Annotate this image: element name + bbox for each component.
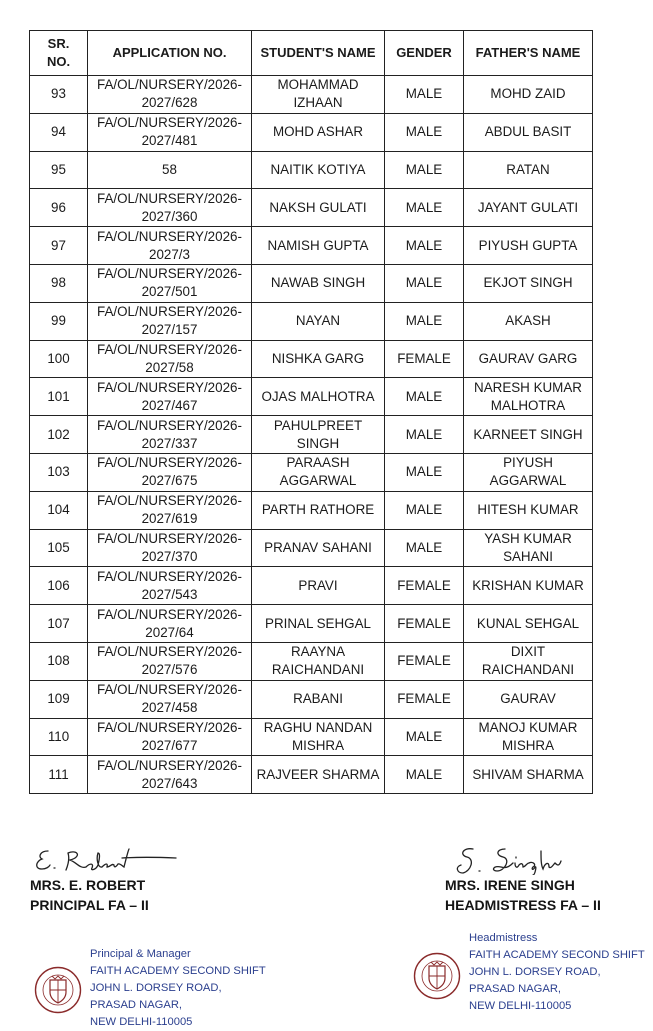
cell-sr-no	[30, 416, 88, 454]
headmistress-title: HEADMISTRESS FA – II	[445, 897, 601, 913]
cell-gender	[385, 453, 464, 491]
cell-application-no	[88, 642, 252, 680]
cell-application-no-line: 2027/543	[141, 586, 198, 602]
cell-application-no	[88, 453, 252, 491]
cell-father-name-line: RAICHANDANI	[481, 662, 575, 678]
header-father-name: FATHER'S NAME	[464, 31, 593, 76]
table-row	[30, 529, 593, 567]
cell-student-name-line: RAICHANDANI	[271, 662, 365, 678]
cell-student-name	[252, 151, 385, 189]
cell-application-no-line: 2027/58	[145, 359, 194, 375]
cell-gender	[385, 151, 464, 189]
headmistress-stamp-text	[469, 930, 645, 1015]
cell-application-no-line: 2027/467	[141, 397, 198, 413]
cell-sr-no	[30, 453, 88, 491]
cell-gender	[385, 718, 464, 756]
cell-student-name	[252, 76, 385, 114]
cell-student-name-line: PAHULPREET	[273, 417, 363, 433]
cell-father-name-line: EKJOT SINGH	[483, 275, 573, 291]
cell-application-no	[88, 264, 252, 302]
cell-student-name-line: NAKSH GULATI	[269, 199, 367, 215]
cell-student-name	[252, 453, 385, 491]
cell-application-no-line: FA/OL/NURSERY/2026-	[97, 568, 242, 584]
cell-student-name	[252, 113, 385, 151]
stamp-line: PRASAD NAGAR,	[90, 999, 183, 1011]
cell-sr-no	[30, 302, 88, 340]
cell-gender	[385, 529, 464, 567]
cell-father-name-line: MOHD ZAID	[490, 86, 566, 102]
cell-sr-no-line: 110	[47, 728, 70, 744]
cell-application-no-line: FA/OL/NURSERY/2026-	[97, 304, 242, 320]
cell-gender	[385, 378, 464, 416]
cell-gender-line: MALE	[405, 728, 443, 744]
cell-father-name	[464, 453, 593, 491]
cell-sr-no-line: 105	[47, 539, 70, 555]
cell-student-name-line: MISHRA	[291, 737, 345, 753]
table-row	[30, 567, 593, 605]
cell-sr-no-line: 99	[51, 313, 66, 329]
cell-student-name	[252, 680, 385, 718]
cell-sr-no-line: 111	[48, 766, 69, 782]
cell-gender-line: MALE	[405, 313, 443, 329]
cell-sr-no	[30, 756, 88, 794]
cell-application-no	[88, 756, 252, 794]
cell-student-name-line: MOHAMMAD	[277, 77, 359, 93]
cell-application-no	[88, 529, 252, 567]
cell-application-no	[88, 378, 252, 416]
cell-father-name-line: MISHRA	[501, 737, 555, 753]
cell-father-name	[464, 680, 593, 718]
cell-sr-no-line: 93	[51, 86, 66, 102]
cell-sr-no-line: 108	[47, 653, 70, 669]
cell-application-no-line: 2027/675	[141, 473, 198, 489]
cell-application-no	[88, 340, 252, 378]
cell-gender-line: FEMALE	[397, 577, 451, 593]
cell-gender-line: FEMALE	[397, 653, 451, 669]
cell-gender	[385, 227, 464, 265]
cell-student-name	[252, 264, 385, 302]
cell-father-name	[464, 189, 593, 227]
cell-student-name-line: NAITIK KOTIYA	[270, 161, 366, 177]
cell-student-name	[252, 416, 385, 454]
cell-sr-no	[30, 680, 88, 718]
cell-application-no-line: 2027/64	[145, 624, 194, 640]
cell-gender-line: FEMALE	[397, 350, 451, 366]
school-seal-logo	[34, 966, 82, 1014]
cell-gender	[385, 76, 464, 114]
cell-gender	[385, 264, 464, 302]
cell-student-name-line: RAAYNA	[290, 644, 346, 660]
cell-application-no-line: FA/OL/NURSERY/2026-	[97, 228, 242, 244]
cell-gender-line: MALE	[405, 161, 443, 177]
header-application-no: APPLICATION NO.	[88, 31, 252, 76]
cell-gender-line: MALE	[405, 766, 443, 782]
cell-student-name-line: AGGARWAL	[279, 473, 357, 489]
cell-gender-line: MALE	[405, 275, 443, 291]
cell-sr-no-line: 102	[47, 426, 70, 442]
cell-sr-no	[30, 227, 88, 265]
cell-student-name	[252, 302, 385, 340]
cell-application-no	[88, 491, 252, 529]
cell-application-no-line: 2027/481	[141, 133, 198, 149]
cell-father-name-line: PIYUSH GUPTA	[478, 237, 578, 253]
cell-gender	[385, 567, 464, 605]
stamp-line: JOHN L. DORSEY ROAD,	[469, 966, 601, 978]
table-row	[30, 680, 593, 718]
cell-gender-line: MALE	[405, 237, 443, 253]
cell-father-name	[464, 605, 593, 643]
cell-sr-no-line: 96	[51, 199, 66, 215]
principal-signature-block	[30, 845, 180, 915]
cell-sr-no	[30, 340, 88, 378]
principal-name: MRS. E. ROBERT	[30, 877, 146, 893]
cell-application-no-line: FA/OL/NURSERY/2026-	[97, 455, 242, 471]
cell-sr-no	[30, 264, 88, 302]
cell-gender	[385, 680, 464, 718]
cell-student-name-line: OJAS MALHOTRA	[261, 388, 375, 404]
cell-father-name	[464, 378, 593, 416]
table-row	[30, 302, 593, 340]
cell-father-name	[464, 227, 593, 265]
cell-application-no-line: FA/OL/NURSERY/2026-	[97, 190, 242, 206]
cell-sr-no-line: 103	[47, 464, 70, 480]
cell-application-no-line: FA/OL/NURSERY/2026-	[97, 379, 242, 395]
cell-student-name-line: RAGHU NANDAN	[263, 719, 373, 735]
headmistress-name: MRS. IRENE SINGH	[445, 877, 575, 893]
cell-sr-no	[30, 76, 88, 114]
stamp-line: NEW DELHI-110005	[90, 1016, 193, 1028]
cell-student-name-line: NAMISH GUPTA	[267, 237, 369, 253]
cell-application-no	[88, 151, 252, 189]
cell-application-no-line: FA/OL/NURSERY/2026-	[97, 493, 242, 509]
cell-gender-line: MALE	[405, 539, 443, 555]
cell-gender	[385, 605, 464, 643]
cell-sr-no-line: 107	[47, 615, 70, 631]
principal-stamp	[34, 946, 266, 1031]
cell-student-name-line: NAWAB SINGH	[270, 275, 366, 291]
cell-gender	[385, 416, 464, 454]
cell-application-no-line: FA/OL/NURSERY/2026-	[97, 719, 242, 735]
cell-father-name	[464, 340, 593, 378]
cell-application-no-line: 2027/643	[141, 775, 198, 791]
cell-student-name-line: PRINAL SEHGAL	[265, 615, 371, 631]
cell-father-name-line: DIXIT	[510, 644, 546, 660]
cell-student-name	[252, 718, 385, 756]
cell-student-name-line: IZHAAN	[293, 95, 343, 111]
school-seal-logo	[413, 952, 461, 1000]
cell-sr-no	[30, 605, 88, 643]
cell-student-name-line: PRANAV SAHANI	[264, 539, 372, 555]
cell-gender-line: MALE	[405, 199, 443, 215]
cell-father-name-line: JAYANT GULATI	[477, 199, 579, 215]
cell-application-no-line: FA/OL/NURSERY/2026-	[97, 530, 242, 546]
cell-application-no	[88, 680, 252, 718]
stamp-line: FAITH ACADEMY SECOND SHIFT	[90, 965, 266, 977]
cell-father-name-line: GAURAV GARG	[478, 350, 578, 366]
cell-father-name	[464, 76, 593, 114]
cell-application-no	[88, 416, 252, 454]
cell-sr-no-line: 101	[47, 388, 70, 404]
cell-father-name-line: AKASH	[505, 313, 551, 329]
cell-application-no-line: FA/OL/NURSERY/2026-	[97, 606, 242, 622]
cell-student-name-line: RAJVEER SHARMA	[256, 766, 380, 782]
cell-application-no-line: 2027/576	[141, 662, 198, 678]
table-row	[30, 642, 593, 680]
cell-student-name	[252, 756, 385, 794]
table-row	[30, 491, 593, 529]
cell-application-no-line: FA/OL/NURSERY/2026-	[97, 682, 242, 698]
table-row	[30, 718, 593, 756]
cell-sr-no-line: 98	[51, 275, 66, 291]
stamp-line: FAITH ACADEMY SECOND SHIFT	[469, 949, 645, 961]
cell-father-name-line: KARNEET SINGH	[473, 426, 583, 442]
cell-student-name	[252, 227, 385, 265]
table-row	[30, 340, 593, 378]
cell-application-no	[88, 76, 252, 114]
table-row	[30, 113, 593, 151]
cell-sr-no	[30, 378, 88, 416]
cell-father-name	[464, 113, 593, 151]
cell-application-no-line: 2027/157	[141, 322, 198, 338]
cell-application-no-line: 2027/360	[141, 208, 198, 224]
table-row	[30, 378, 593, 416]
table-row	[30, 227, 593, 265]
headmistress-signature-block	[445, 845, 601, 915]
cell-gender	[385, 189, 464, 227]
cell-gender-line: FEMALE	[397, 691, 451, 707]
cell-application-no-line: 2027/628	[141, 95, 198, 111]
cell-sr-no-line: 106	[47, 577, 70, 593]
cell-application-no	[88, 718, 252, 756]
cell-gender-line: MALE	[405, 426, 443, 442]
cell-student-name-line: PRAVI	[298, 577, 338, 593]
cell-student-name	[252, 567, 385, 605]
table-row	[30, 756, 593, 794]
cell-student-name-line: PARTH RATHORE	[261, 502, 375, 518]
cell-sr-no	[30, 491, 88, 529]
stamp-line: Principal & Manager	[90, 948, 191, 960]
cell-application-no-line: FA/OL/NURSERY/2026-	[97, 77, 242, 93]
cell-father-name	[464, 302, 593, 340]
cell-gender-line: MALE	[405, 124, 443, 140]
cell-student-name	[252, 491, 385, 529]
header-sr-no-line2: NO.	[46, 54, 71, 69]
cell-father-name	[464, 529, 593, 567]
cell-father-name	[464, 718, 593, 756]
cell-application-no-line: FA/OL/NURSERY/2026-	[97, 341, 242, 357]
cell-father-name-line: ABDUL BASIT	[484, 124, 572, 140]
admission-list-table	[29, 30, 593, 794]
cell-application-no	[88, 113, 252, 151]
cell-gender	[385, 756, 464, 794]
cell-father-name	[464, 567, 593, 605]
headmistress-stamp	[413, 930, 645, 1015]
stamp-line: PRASAD NAGAR,	[469, 983, 562, 995]
cell-student-name-line: SINGH	[296, 435, 340, 451]
cell-father-name	[464, 416, 593, 454]
cell-application-no	[88, 567, 252, 605]
cell-sr-no-line: 97	[51, 237, 66, 253]
cell-gender-line: MALE	[405, 464, 443, 480]
cell-gender-line: MALE	[405, 502, 443, 518]
cell-father-name-line: MANOJ KUMAR	[478, 719, 578, 735]
cell-student-name	[252, 189, 385, 227]
cell-father-name-line: KRISHAN KUMAR	[472, 577, 584, 593]
cell-student-name	[252, 529, 385, 567]
cell-application-no	[88, 227, 252, 265]
cell-father-name-line: YASH KUMAR	[484, 530, 572, 546]
admission-list-table-container	[29, 30, 592, 794]
cell-student-name	[252, 605, 385, 643]
cell-gender	[385, 642, 464, 680]
cell-father-name-line: HITESH KUMAR	[477, 502, 579, 518]
cell-sr-no-line: 104	[47, 502, 70, 518]
cell-application-no-line: FA/OL/NURSERY/2026-	[97, 266, 242, 282]
headmistress-handwritten-signature	[445, 845, 601, 875]
table-row	[30, 264, 593, 302]
cell-father-name	[464, 264, 593, 302]
cell-father-name	[464, 151, 593, 189]
cell-application-no-line: 2027/370	[141, 548, 198, 564]
cell-sr-no	[30, 567, 88, 605]
cell-student-name	[252, 642, 385, 680]
cell-father-name	[464, 756, 593, 794]
cell-father-name-line: NARESH KUMAR	[474, 379, 582, 395]
cell-gender-line: FEMALE	[397, 615, 451, 631]
cell-sr-no-line: 94	[51, 124, 66, 140]
cell-father-name-line: SHIVAM SHARMA	[472, 766, 584, 782]
cell-sr-no-line: 95	[51, 161, 66, 177]
table-row	[30, 453, 593, 491]
cell-father-name	[464, 491, 593, 529]
cell-gender-line: MALE	[405, 388, 443, 404]
header-sr-no	[30, 31, 88, 76]
cell-application-no-line: FA/OL/NURSERY/2026-	[97, 757, 242, 773]
cell-father-name-line: PIYUSH	[503, 455, 553, 471]
cell-student-name-line: NISHKA GARG	[271, 350, 365, 366]
cell-father-name-line: KUNAL SEHGAL	[476, 615, 580, 631]
cell-application-no-line: FA/OL/NURSERY/2026-	[97, 644, 242, 660]
cell-application-no-line: FA/OL/NURSERY/2026-	[97, 115, 242, 131]
table-row	[30, 76, 593, 114]
cell-student-name-line: MOHD ASHAR	[272, 124, 364, 140]
cell-application-no-line: 2027/677	[141, 737, 198, 753]
table-header-row	[30, 31, 593, 76]
principal-stamp-text	[90, 946, 266, 1031]
cell-sr-no	[30, 189, 88, 227]
stamp-line: NEW DELHI-110005	[469, 1000, 572, 1012]
principal-handwritten-signature	[30, 845, 180, 875]
table-row	[30, 605, 593, 643]
cell-gender-line: MALE	[405, 86, 443, 102]
header-gender: GENDER	[385, 31, 464, 76]
header-sr-no-line1: SR.	[47, 36, 70, 51]
cell-student-name-line: RABANI	[293, 691, 343, 707]
cell-gender	[385, 340, 464, 378]
stamp-line: JOHN L. DORSEY ROAD,	[90, 982, 222, 994]
principal-title: PRINCIPAL FA – II	[30, 897, 149, 913]
stamp-line: Headmistress	[469, 932, 538, 944]
cell-application-no-line: 2027/619	[141, 511, 198, 527]
cell-application-no-line: 2027/337	[141, 435, 198, 451]
cell-father-name-line: AGGARWAL	[489, 473, 567, 489]
cell-application-no-line: 2027/3	[149, 246, 190, 262]
cell-application-no-line: FA/OL/NURSERY/2026-	[97, 417, 242, 433]
cell-sr-no	[30, 642, 88, 680]
table-row	[30, 416, 593, 454]
cell-father-name-line: RATAN	[506, 161, 550, 177]
cell-sr-no	[30, 151, 88, 189]
table-row	[30, 189, 593, 227]
cell-student-name	[252, 378, 385, 416]
header-student-name: STUDENT'S NAME	[252, 31, 385, 76]
cell-student-name	[252, 340, 385, 378]
cell-gender	[385, 491, 464, 529]
cell-gender	[385, 302, 464, 340]
table-body	[30, 76, 593, 794]
cell-application-no	[88, 189, 252, 227]
cell-father-name-line: MALHOTRA	[490, 397, 566, 413]
cell-gender	[385, 113, 464, 151]
cell-application-no-line: 2027/501	[141, 284, 198, 300]
cell-sr-no	[30, 113, 88, 151]
cell-application-no-line: 2027/458	[141, 700, 198, 716]
cell-father-name	[464, 642, 593, 680]
cell-application-no	[88, 605, 252, 643]
cell-sr-no-line: 109	[47, 691, 70, 707]
cell-sr-no	[30, 718, 88, 756]
cell-student-name-line: NAYAN	[295, 313, 341, 329]
cell-student-name-line: PARAASH	[286, 455, 350, 471]
table-row	[30, 151, 593, 189]
cell-sr-no-line: 100	[47, 350, 70, 366]
cell-father-name-line: GAURAV	[500, 691, 556, 707]
cell-application-no	[88, 302, 252, 340]
cell-application-no-line: 58	[162, 161, 177, 177]
cell-father-name-line: SAHANI	[503, 548, 553, 564]
cell-sr-no	[30, 529, 88, 567]
